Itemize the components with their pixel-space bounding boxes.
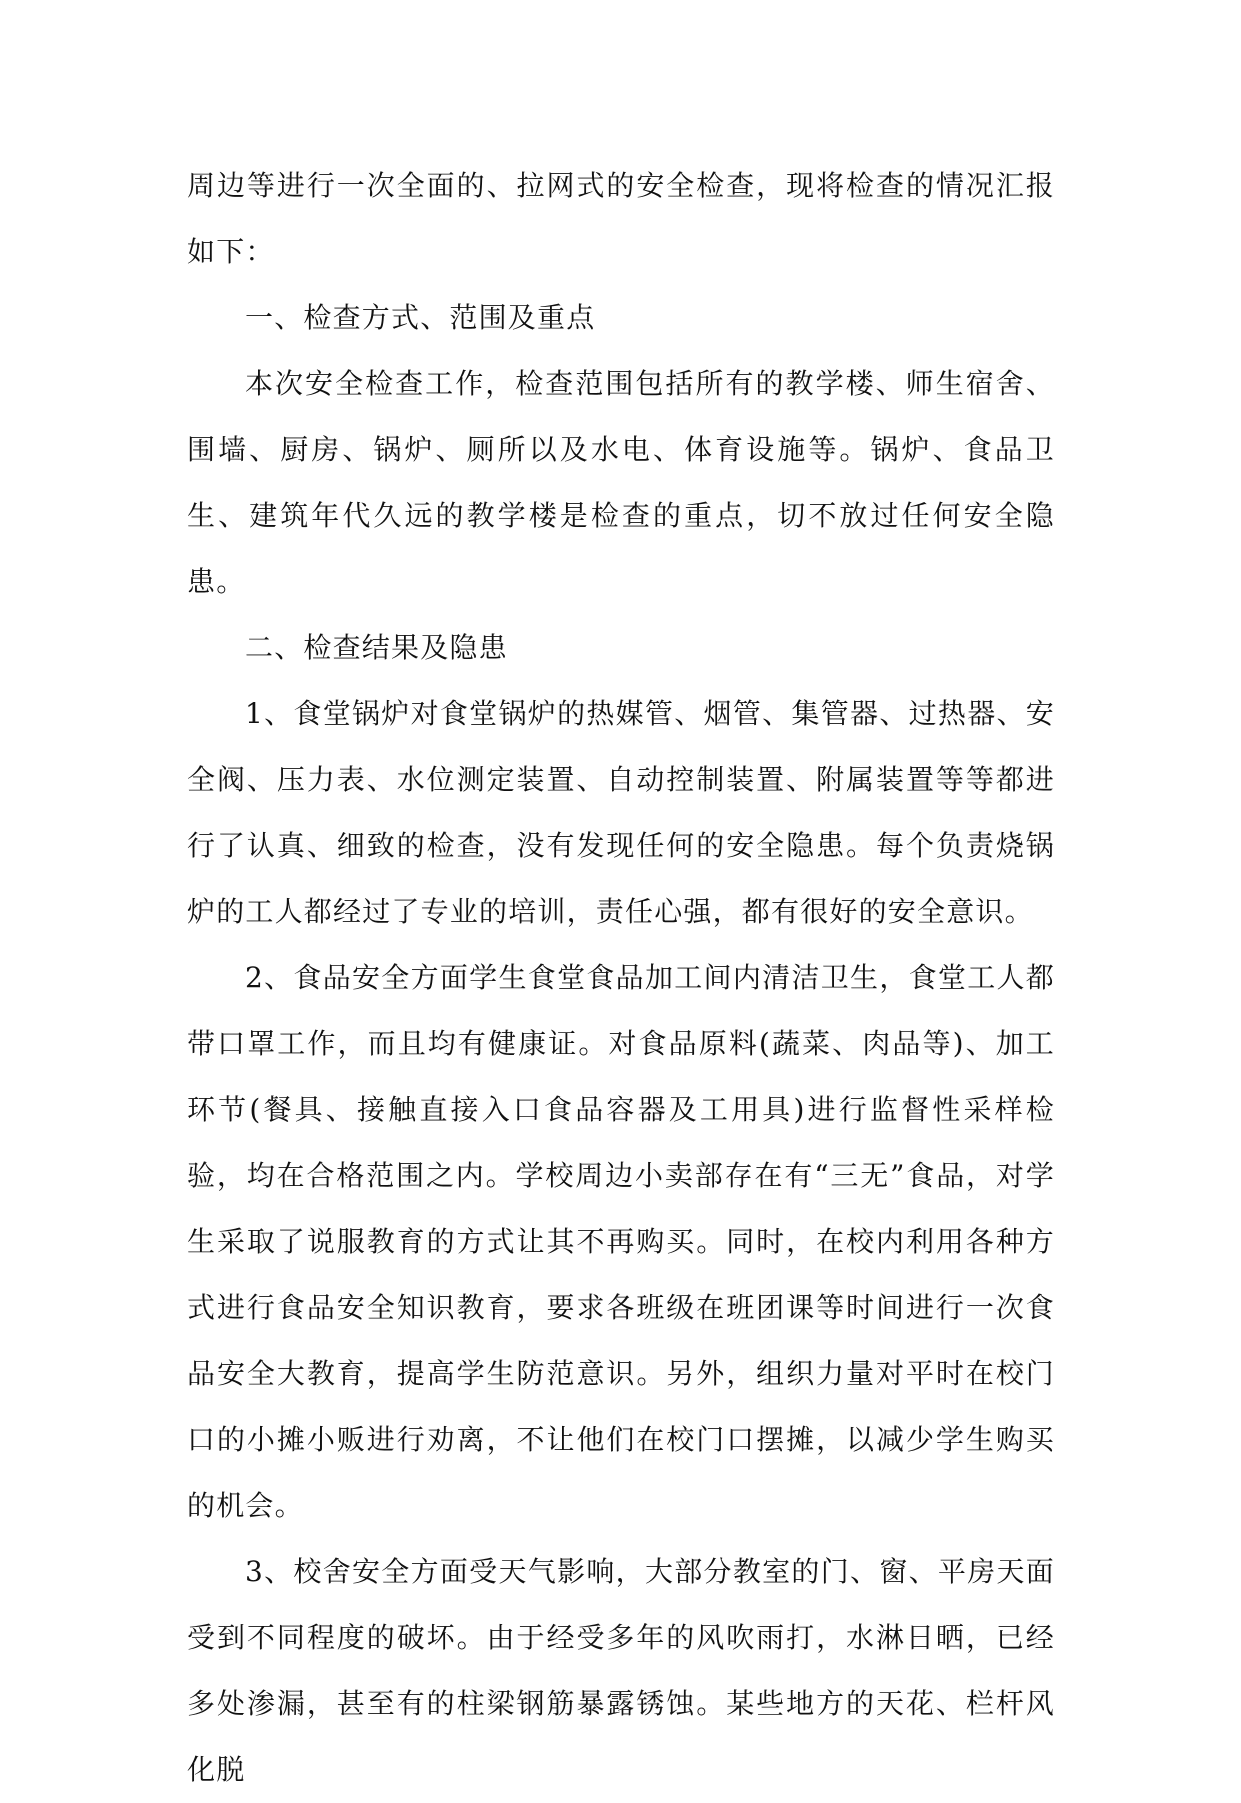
paragraph-boiler: 1、食堂锅炉对食堂锅炉的热媒管、烟管、集管器、过热器、安全阀、压力表、水位测定装置、自动控制装置、附属装置等等都进行了认真、细致的检查，没有发现任何的安全隐患。每个负责烧锅炉的工人都经过了专业的培训，责任心强，都有很好的安全意识。 xyxy=(187,697,1055,928)
section-heading-inspection-method: 一、检查方式、范围及重点 xyxy=(245,301,596,334)
paragraph-food-safety: 2、食品安全方面学生食堂食品加工间内清洁卫生，食堂工人都带口罩工作，而且均有健康证。对食品原料(蔬菜、肉品等)、加工环节(餐具、接触直接入口食品容器及工用具)进行监督性采样检验，均在合格范围之内。学校周边小卖部存在有“三无”食品，对学生采取了说服教育的方式让其不再购买。同时，在校内利用各种方式进行食品安全知识教育，要求各班级在班团课等时间进行一次食品安全大教育，提高学生防范意识。另外，组织力量对平时在校门口的小摊小贩进行劝离，不让他们在校门口摆摊，以减少学生购买的机会。 xyxy=(187,961,1055,1522)
paragraph-intro: 周边等进行一次全面的、拉网式的安全检查，现将检查的情况汇报如下： xyxy=(187,169,1055,268)
document-body xyxy=(187,153,1055,1803)
section-heading-results: 二、检查结果及隐患 xyxy=(245,631,508,664)
paragraph-inspection-scope: 本次安全检查工作，检查范围包括所有的教学楼、师生宿舍、围墙、厨房、锅炉、厕所以及水电、体育设施等。锅炉、食品卫生、建筑年代久远的教学楼是检查的重点，切不放过任何安全隐患。 xyxy=(187,367,1055,598)
paragraph-building-safety: 3、校舍安全方面受天气影响，大部分教室的门、窗、平房天面受到不同程度的破坏。由于经受多年的风吹雨打，水淋日晒，已经多处渗漏，甚至有的柱梁钢筋暴露锈蚀。某些地方的天花、栏杆风化脱 xyxy=(187,1555,1055,1786)
